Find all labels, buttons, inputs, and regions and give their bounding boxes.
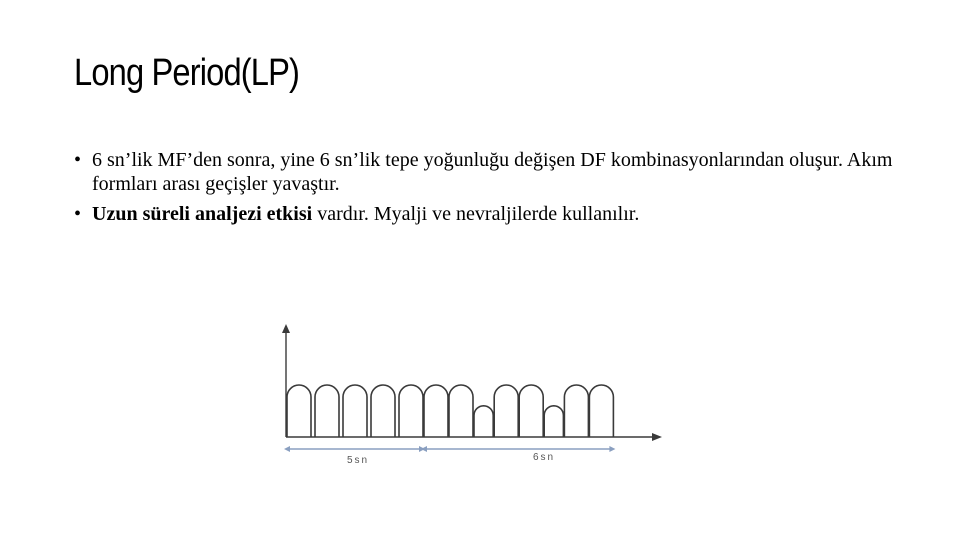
timespan-arrow-left [421,446,427,452]
long-period-waveform-diagram [276,318,666,468]
pulse [544,406,563,437]
pulse [399,385,423,437]
bullet-marker: • [74,149,82,171]
pulse [494,385,518,437]
pulse [589,385,613,437]
pulse [315,385,339,437]
bullet-marker: • [74,203,82,225]
pulse [424,385,448,437]
bullet-text: 6 sn’lik MF’den sonra, yine 6 sn’lik tepe yoğunluğu değişen DF kombinasyonlarından oluşur. Akım formları arası geçişler yavaştır. [92,149,893,195]
slide-title: Long Period(LP) [74,52,300,94]
timespan-label: 5sn [346,455,370,466]
timespan-label: 6sn [532,452,556,463]
timespan-labels [347,452,555,466]
y-axis-arrow [282,324,290,333]
pulse [449,385,473,437]
bullet-list [74,148,894,232]
timespan-arrow-right [609,446,615,452]
pulse [371,385,395,437]
timespan-markers [284,446,615,452]
pulse-train [287,385,613,437]
x-axis-arrow [652,433,662,441]
pulse [343,385,367,437]
pulse [519,385,543,437]
bullet-text: vardır. Myalji ve nevraljilerde kullanılır. [312,203,640,225]
pulse [564,385,588,437]
bullet-item [74,202,894,226]
pulse [287,385,311,437]
pulse [474,406,493,437]
bullet-item [74,148,894,196]
bullet-bold-text: Uzun süreli analjezi etkisi [92,203,313,225]
timespan-arrow-left [284,446,290,452]
